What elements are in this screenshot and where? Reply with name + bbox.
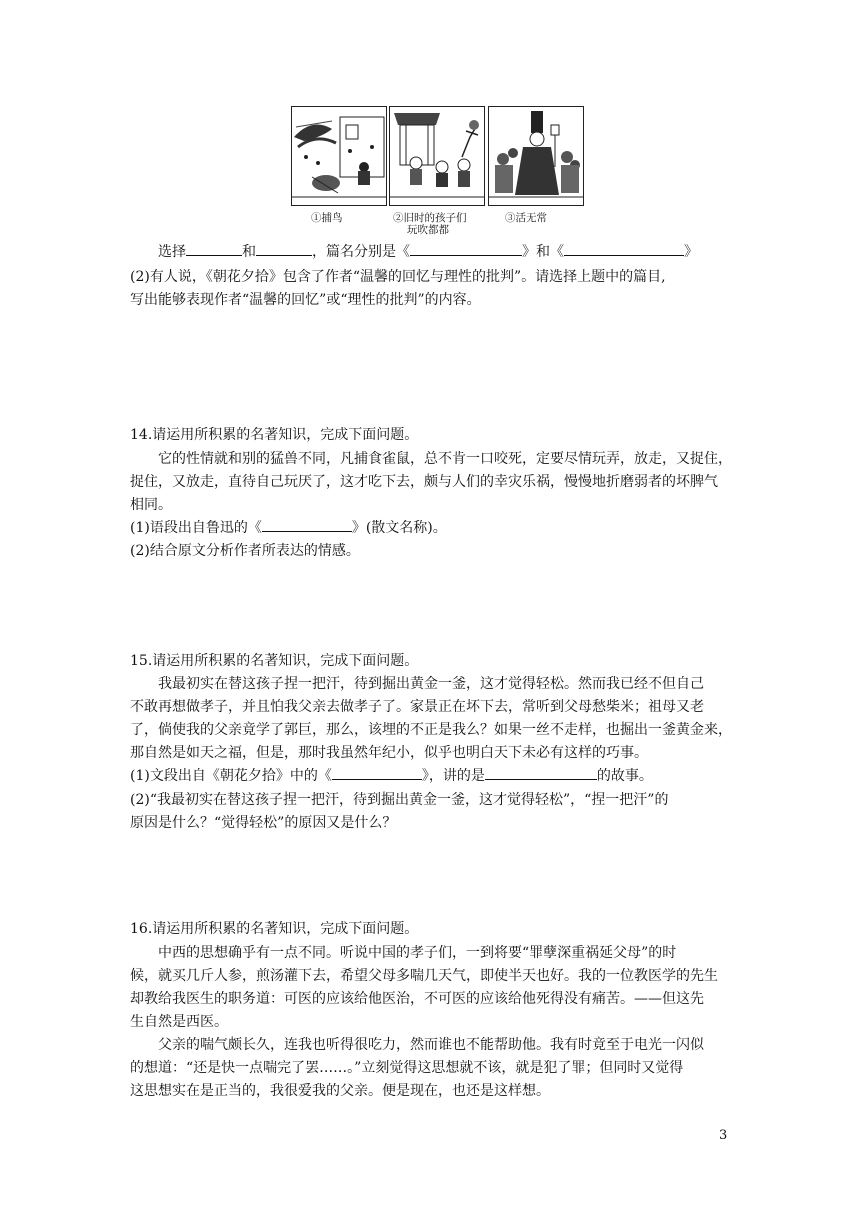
q15-sub1-text-b: 》，讲的是: [421, 768, 485, 784]
wuchang-drawing: [489, 107, 583, 205]
children-playing-drawing: [390, 107, 484, 205]
q16-para1-line: 中西的思想确乎有一点不同。听说中国的孝子们，一到将要“罪孽深重祸延父母”的时: [158, 945, 677, 961]
q13-text-and2: 》和《: [522, 244, 564, 260]
q16-para2-line: 父亲的喘气颇长久，连我也听得很吃力，然而谁也不能帮助他。我有时竟至于电光一闪似: [158, 1037, 704, 1053]
q15-sub2-line1: (2)“我最初实在替这孩子捏一把汗，待到掘出黄金一釜，这才觉得轻松”，“捏一把汗”的: [130, 792, 669, 808]
figure-caption-2: ②旧时的孩子们: [393, 212, 467, 224]
q13-sub2-line1: (2)有人说，《朝花夕拾》包含了作者“温馨的回忆与理性的批判”。请选择上题中的篇目,: [130, 269, 666, 285]
q15-sub1-text-c: 的故事。: [596, 768, 653, 784]
q13-blank-2[interactable]: [256, 241, 312, 256]
q13-text-select: 选择: [158, 244, 186, 260]
figure-caption-1: ①捕鸟: [311, 212, 343, 224]
q16-para1-line: 却教给我医生的职务道：可医的应该给他医治，不可医的应该给他死得没有痛苦。——但这先: [130, 991, 704, 1007]
q14-passage-line: 捉住，又放走，直待自己玩厌了，这才吃下去，颇与人们的幸灾乐祸，慢慢地折磨弱者的坏脾气: [130, 474, 718, 490]
q15-sub2-line2: 原因是什么？“觉得轻松”的原因又是什么？: [130, 815, 397, 831]
q16-para1-line: 候，就买几斤人参，煎汤灌下去，希望父母多喘几天气，即使半天也好。我的一位教医学的先生: [130, 968, 718, 984]
q16-title: 16.请运用所积累的名著知识，完成下面问题。: [130, 921, 419, 937]
q13-blank-3[interactable]: [410, 241, 522, 256]
q16-para1-line: 生自然是西医。: [130, 1014, 228, 1030]
q13-text-and: 和: [242, 244, 256, 260]
q15-passage-line: 那自然是如天之福，但是，那时我虽然年纪小，似乎也明白天下未必有这样的巧事。: [130, 745, 648, 761]
q16-para2-line: 的想道：“还是快一点喘完了罢……。”立刻觉得这思想就不该，就是犯了罪；但同时又觉得: [130, 1060, 684, 1076]
q15-title: 15.请运用所积累的名著知识，完成下面问题。: [130, 653, 419, 669]
q15-passage-line: 不敢再想做孝子，并且怕我父亲去做孝子了。家景正在坏下去，常听到父母愁柴米；祖母又老: [130, 699, 704, 715]
q13-sub2-line2: 写出能够表现作者“温馨的回忆”或“理性的批判”的内容。: [130, 292, 481, 308]
catching-birds-drawing: [292, 107, 386, 205]
q14-passage-line: 相同。: [130, 497, 172, 513]
q14-sub1-text-a: (1)语段出自鲁迅的《: [130, 520, 262, 536]
figure-caption-3: ③活无常: [505, 212, 547, 224]
q16-para2-line: 这思想实在是正当的，我很爱我的父亲。便是现在，也还是这样想。: [130, 1083, 550, 1099]
q14-sub1: [130, 517, 447, 539]
q14-sub1-text-b: 》(散文名称)。: [351, 520, 447, 536]
q15-blank-essay-title[interactable]: [332, 765, 422, 780]
q15-sub1: [130, 765, 653, 787]
q14-passage-line: 它的性情就和别的猛兽不同，凡捕食雀鼠，总不肯一口咬死，定要尽情玩弄，放走，又捉住，: [158, 451, 732, 467]
illustration-wuchang: [488, 106, 584, 206]
q13-text-close: 》: [684, 244, 698, 260]
q15-passage-line: 我最初实在替这孩子捏一把汗，待到掘出黄金一釜，这才觉得轻松。然而我已经不但自己: [158, 676, 704, 692]
q14-sub2: (2)结合原文分析作者所表达的情感。: [130, 543, 360, 559]
q13-blank-4[interactable]: [564, 241, 684, 256]
page-number: 3: [719, 1128, 728, 1143]
illustration-catching-birds: [291, 106, 387, 206]
q13-choice-line: [158, 241, 698, 263]
illustration-children-playing: [389, 106, 485, 206]
q15-sub1-text-a: (1)文段出自《朝花夕拾》中的《: [130, 768, 332, 784]
q13-blank-1[interactable]: [186, 241, 242, 256]
q15-passage-line: 了，倘使我的父亲竟学了郭巨，那么，该埋的不正是我么？如果一丝不走样，也掘出一釜黄金来，: [130, 722, 732, 738]
q13-text-titles: ，篇名分别是《: [312, 244, 410, 260]
q14-blank-essay-title[interactable]: [262, 517, 352, 532]
q14-title: 14.请运用所积累的名著知识，完成下面问题。: [130, 427, 419, 443]
q15-blank-story[interactable]: [485, 765, 597, 780]
figure-caption-2b: 玩吹都都: [407, 224, 449, 236]
